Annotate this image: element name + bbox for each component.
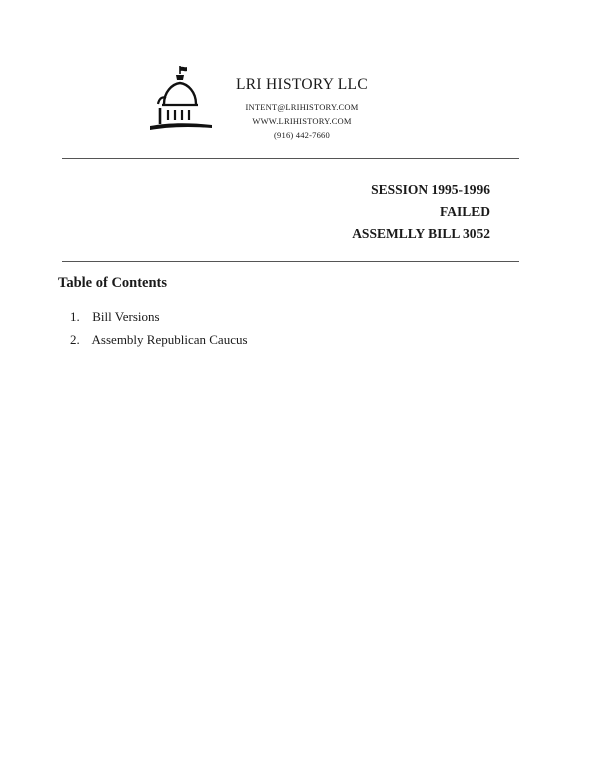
toc-item-number: 1. [70,309,80,324]
bottom-divider [62,261,519,262]
toc-item-number: 2. [70,332,80,347]
bill-info [352,179,490,245]
toc-item[interactable] [70,328,248,351]
bill-status: FAILED [439,204,490,219]
toc-list [70,305,248,351]
session-label: SESSION 1995-1996 [371,182,490,197]
toc-title: Table of Contents [58,275,168,291]
company-website[interactable]: WWW.LRIHISTORY.COM [252,116,352,126]
toc-item[interactable] [70,305,248,328]
bill-number: ASSEMLLY BILL 3052 [352,226,490,241]
toc-item-label[interactable]: Bill Versions [92,309,160,324]
company-name: LRI HISTORY LLC [236,76,368,93]
company-email[interactable]: INTENT@LRIHISTORY.COM [245,102,359,112]
top-divider [62,158,519,159]
toc-item-label[interactable]: Assembly Republican Caucus [91,332,248,347]
capitol-dome-icon [146,64,214,138]
company-phone: (916) 442-7660 [274,130,330,140]
company-header [222,76,382,142]
